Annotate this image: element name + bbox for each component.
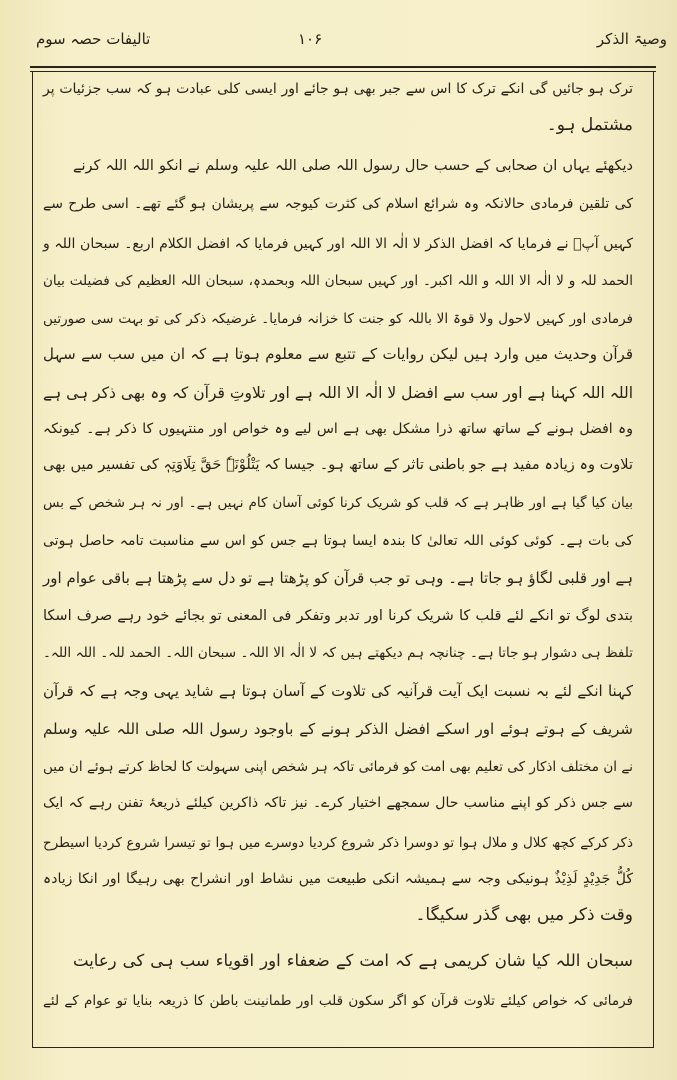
book-section-title: تالیفات حصہ سوم xyxy=(36,30,151,48)
text-line: کہنا انکے لئے بہ نسبت ایک آیت قرآنیہ کی تلاوت کے آسان ہوتا ہے شاید یہی وجہ ہے کہ قرآن xyxy=(43,682,633,700)
text-line: تلاوت وہ زیادہ مفید ہے جو باطنی تاثر کے ساتھ ہو۔ جیسا کہ یَتْلُوْنَہٗ حَقَّ تِلَاوَتِہٖ کی تفسیر میں بھی xyxy=(43,457,633,473)
text-line: سے جس ذکر کو اپنے مناسب حال سمجھے اختیار کرے۔ نیز تاکہ ذاکرین کیلئے ذریعۂ تفنن رہے کہ ایک xyxy=(43,795,633,811)
text-line: قرآن وحدیث میں وارد ہیں لیکن روایات کے تتبع سے معلوم ہوتا ہے کہ ان میں سب سے سہل xyxy=(43,345,633,363)
text-line: وقت ذکر میں بھی گذر سکیگا۔ xyxy=(415,905,633,925)
text-line: بتدی لوگ تو انکے لئے قلب کا شریک کرنا اور تدبر وتفکر فی المعنی تو بجائے خود رہے صرف اسکا xyxy=(43,608,633,624)
text-line: ہے اور قلبی لگاؤ ہو جاتا ہے۔ وہی تو جب قرآن کو پڑھتا ہے تو دل سے پڑھتا ہے باقی عوام اور xyxy=(43,569,633,587)
text-line: فرمائی کہ خواص کیلئے تلاوت قرآن کو اگر سکون قلب اور طمانینت باطن کا ذریعہ بنایا تو عوام کے لئے xyxy=(43,993,633,1009)
text-line: اللہ اللہ کہنا ہے اور سب سے افضل لا الٰہ الا اللہ ہے اور تلاوتِ قرآن کہ وہ بھی ذکر ہی ہے xyxy=(43,384,633,402)
text-line: بیان کیا گیا ہے اور ظاہر ہے کہ قلب کو شریک کرنا کوئی آسان کام نہیں ہے۔ اور نہ ہر شخص کے بس xyxy=(43,495,633,511)
paragraph-start-line: دیکھئے یہاں ان صحابی کے حسب حال رسول اللہ صلی اللہ علیہ وسلم نے انکو اللہ اللہ کرنے xyxy=(73,158,633,174)
header-rule xyxy=(30,66,656,68)
text-line: کی بات ہے۔ کوئی کوئی اللہ تعالیٰ کا بندہ ایسا ہوتا ہے جس کو اس سے مناسبت تامہ حاصل ہوتی xyxy=(43,533,633,549)
text-line: کُلُّ جَدِیْدٍ لَذِیْذٌ ہونیکی وجہ سے ہمیشہ انکی طبیعت میں نشاط اور انشراح بھی رہیگا اور انکا زیادہ xyxy=(43,871,633,887)
text-line: کہیں آپؐ نے فرمایا کہ افضل الذکر لا الٰہ الا اللہ اور کہیں فرمایا کہ افضل الکلام اربع۔ سبحان اللہ و xyxy=(43,236,633,252)
text-line: تلفظ ہی دشوار ہو جاتا ہے۔ چنانچہ ہم دیکھتے ہیں کہ لا الٰہ الا اللہ۔ سبحان اللہ۔ الحمد للہ۔ اللہ اللہ۔ xyxy=(43,645,633,661)
running-title: وصیۃ الذکر xyxy=(596,30,667,48)
text-line: الحمد للہ و لا الٰہ الا اللہ و اللہ اکبر۔ اور کہیں سبحان اللہ وبحمدہٖ، سبحان اللہ العظیم کی فضیلت بیان xyxy=(43,273,633,289)
text-line: ترک ہو جائیں گی انکے ترک کا اس سے جبر بھی ہو جائے اور ایسی کلی عبادت ہو کہ سب جزئیات پر xyxy=(43,81,633,97)
text-line: کی تلقین فرمادی حالانکہ وہ شرائع اسلام کی کثرت کیوجہ سے پریشان ہو گئے تھے۔ اسی طرح سے xyxy=(43,196,633,212)
text-line: مشتمل ہو۔ xyxy=(546,115,633,135)
page-number: ۱۰۶ xyxy=(298,30,323,48)
paragraph-start-line: سبحان اللہ کیا شان کریمی ہے کہ امت کے ضعفاء اور اقویاء سب ہی کی رعایت xyxy=(73,951,633,970)
text-line: ذکر کرکے کچھ کلال و ملال ہوا تو دوسرا ذکر شروع کردیا دوسرے میں ہوا تو تیسرا شروع کردیا اسیطرح xyxy=(43,835,633,851)
text-line: فرمادی اور کہیں لاحول ولا قوۃ الا باللہ کو جنت کا خزانہ فرمایا۔ غرضیکہ ذکر کی تو بہت سی صورتیں xyxy=(43,311,633,327)
text-line: وہ افضل ہونے کے ساتھ ساتھ ذرا مشکل بھی ہے اس لیے وہ خواص اور منتہیوں کا ذکر ہے۔ کیونکہ xyxy=(43,421,633,437)
text-line: نے ان مختلف اذکار کی تعلیم بھی امت کو فرمائی تاکہ ہر شخص اپنی سہولت کا لحاظ کرتے ہوئے ان میں xyxy=(43,759,633,775)
text-line: شریف کے ہوتے ہوئے اور اسکے افضل الذکر ہونے کے باوجود رسول اللہ صلی اللہ علیہ وسلم xyxy=(43,720,633,738)
